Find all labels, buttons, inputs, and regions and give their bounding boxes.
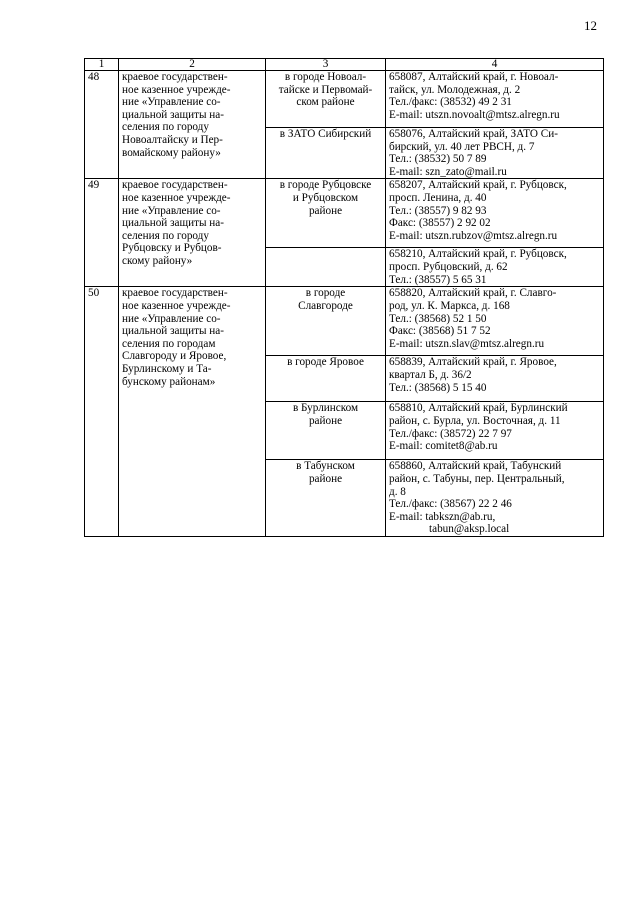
text-line: в ЗАТО Сибирский	[279, 128, 372, 140]
text-line: 658820, Алтайский край, г. Славго-	[389, 287, 557, 300]
text-line: селения по городам	[122, 337, 216, 350]
text-line: 658810, Алтайский край, Бурлинский	[389, 402, 568, 415]
text-line: в городе Новоал-	[284, 71, 367, 83]
text-line: скому району»	[122, 254, 193, 267]
text-line: 658207, Алтайский край, г. Рубцовск,	[389, 179, 567, 192]
text-line: E-mail: tabkszn@ab.ru,	[389, 510, 496, 523]
text-line: Тел./факс: (38567) 22 2 46	[389, 498, 512, 511]
text-line: E-mail: comitet8@ab.ru	[389, 440, 498, 453]
offices-table	[84, 58, 604, 537]
text-line: селения по городу	[122, 229, 209, 242]
service-area	[266, 356, 386, 402]
service-area	[266, 287, 386, 356]
text-line: Тел.: (38568) 52 1 50	[389, 312, 487, 325]
text-line: в Табунском	[296, 460, 355, 473]
text-line: циальной защиты на-	[122, 325, 224, 338]
row-number: 48	[85, 71, 119, 179]
row-number: 49	[85, 179, 119, 287]
text-line: селения по городу	[122, 121, 209, 134]
text-line: просп. Рубцовский, д. 62	[389, 260, 508, 273]
text-line: ском районе	[296, 96, 355, 109]
service-area	[266, 71, 386, 128]
text-line: в городе Рубцовске	[279, 179, 372, 192]
text-line: Славгороде	[298, 299, 353, 312]
text-line: тайске и Первомай-	[278, 83, 373, 96]
organization-name	[119, 179, 266, 287]
text-line: в городе	[305, 287, 346, 300]
office-address	[386, 287, 604, 356]
header-row	[85, 59, 604, 71]
text-line: бунскому районам»	[122, 375, 216, 388]
text-line: районе	[308, 414, 343, 427]
organization-name	[119, 71, 266, 179]
text-line: район, с. Бурла, ул. Восточная, д. 11	[389, 414, 561, 427]
text-line: E-mail: utszn.rubzov@mtsz.alregn.ru	[389, 229, 558, 242]
text-line: 658076, Алтайский край, ЗАТО Си-	[389, 128, 558, 140]
column-header: 4	[386, 59, 604, 71]
text-line: Тел./факс: (38572) 22 7 97	[389, 427, 512, 440]
row-number: 50	[85, 287, 119, 537]
text-line: просп. Ленина, д. 40	[389, 191, 487, 204]
text-line: вомайскому району»	[122, 146, 221, 159]
text-line: циальной защиты на-	[122, 217, 224, 230]
text-line: в городе Яровое	[287, 356, 364, 369]
organization-name	[119, 287, 266, 537]
text-line: Тел.: (38568) 5 15 40	[389, 381, 487, 394]
text-line: E-mail: utszn.novoalt@mtsz.alregn.ru	[389, 108, 560, 121]
text-line: циальной защиты на-	[122, 108, 224, 121]
text-line: краевое государствен-	[122, 179, 228, 192]
text-line: ние «Управление со-	[122, 312, 221, 325]
text-line: Факс: (38557) 2 92 02	[389, 217, 491, 230]
text-line: район, с. Табуны, пер. Центральный,	[389, 472, 565, 485]
column-header: 2	[119, 59, 266, 71]
text-line: Новоалтайску и Пер-	[122, 133, 223, 146]
office-address	[386, 460, 604, 537]
text-line: Тел.: (38557) 5 65 31	[389, 273, 487, 286]
service-area	[266, 128, 386, 179]
text-line: и Рубцовском	[292, 191, 359, 204]
column-header: 1	[85, 59, 119, 71]
text-line: 658860, Алтайский край, Табунский	[389, 460, 562, 473]
text-line: ное казенное учрежде-	[122, 83, 231, 96]
office-address	[386, 248, 604, 287]
office-address	[386, 402, 604, 460]
text-line: районе	[308, 472, 343, 485]
text-line: бирский, ул. 40 лет РВСН, д. 7	[389, 140, 535, 153]
text-line: в Бурлинском	[292, 402, 359, 415]
text-line: Факс: (38568) 51 7 52	[389, 325, 491, 338]
text-line: квартал Б, д. 36/2	[389, 368, 472, 381]
service-area	[266, 248, 386, 287]
text-line: Славгороду и Яровое,	[122, 350, 227, 363]
column-header: 3	[266, 59, 386, 71]
text-line: 658087, Алтайский край, г. Новоал-	[389, 71, 559, 83]
service-area	[266, 460, 386, 537]
table-row	[85, 71, 604, 128]
text-line: Рубцовску и Рубцов-	[122, 242, 222, 255]
text-line: д. 8	[389, 485, 406, 498]
page-number: 12	[584, 18, 597, 33]
text-line: Тел.: (38532) 50 7 89	[389, 153, 487, 166]
text-line: E-mail: szn_zato@mail.ru	[389, 165, 507, 178]
office-address	[386, 356, 604, 402]
text-line: ное казенное учрежде-	[122, 191, 231, 204]
text-line: E-mail: utszn.slav@mtsz.alregn.ru	[389, 337, 545, 350]
text-line: Тел./факс: (38532) 49 2 31	[389, 96, 512, 109]
text-line: ное казенное учрежде-	[122, 299, 231, 312]
text-line: ние «Управление со-	[122, 96, 221, 109]
table-row	[85, 287, 604, 356]
service-area	[266, 179, 386, 248]
office-address	[386, 179, 604, 248]
text-line: Тел.: (38557) 9 82 93	[389, 204, 487, 217]
text-line: tabun@aksp.local	[429, 523, 510, 536]
text-line: краевое государствен-	[122, 71, 228, 83]
text-line: районе	[308, 204, 343, 217]
text-line: Бурлинскому и Та-	[122, 362, 212, 375]
office-address	[386, 71, 604, 128]
text-line: ние «Управление со-	[122, 204, 221, 217]
text-line: 658210, Алтайский край, г. Рубцовск,	[389, 248, 567, 261]
text-line: тайск, ул. Молодежная, д. 2	[389, 83, 521, 96]
table-row	[85, 179, 604, 248]
text-line: 658839, Алтайский край, г. Яровое,	[389, 356, 557, 369]
text-line: краевое государствен-	[122, 287, 228, 300]
service-area	[266, 402, 386, 460]
text-line: род, ул. К. Маркса, д. 168	[389, 299, 510, 312]
office-address	[386, 128, 604, 179]
